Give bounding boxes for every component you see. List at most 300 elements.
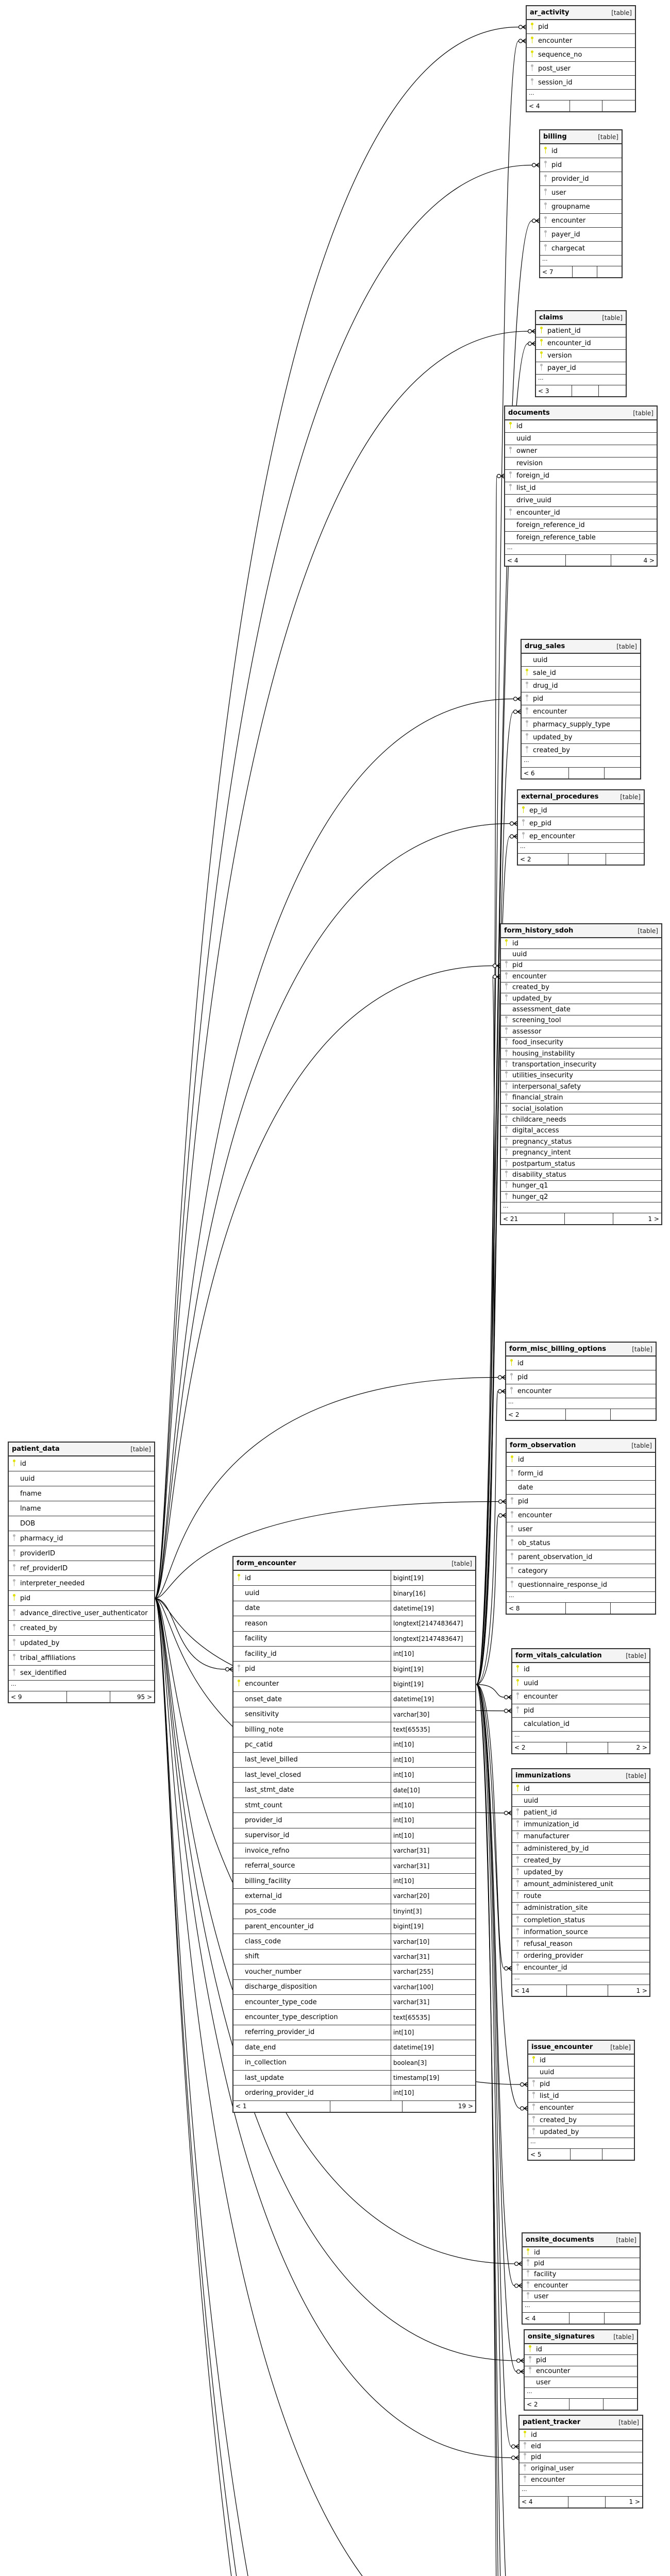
table-name[interactable]: form_misc_billing_options bbox=[509, 1345, 607, 1353]
column-row[interactable] bbox=[233, 2071, 475, 2086]
children-count[interactable]: 1 > bbox=[636, 1987, 647, 1994]
table-onsite-signatures[interactable] bbox=[524, 2329, 638, 2411]
column-row[interactable] bbox=[501, 1170, 661, 1180]
column-row[interactable] bbox=[233, 2086, 475, 2100]
parents-count[interactable]: < 14 bbox=[512, 1985, 567, 1996]
more-columns-ellipsis: ... bbox=[522, 757, 640, 768]
column-row[interactable] bbox=[505, 445, 657, 457]
column-row[interactable] bbox=[512, 1843, 649, 1855]
column-name: referring_provider_id bbox=[245, 2028, 315, 2037]
column-row[interactable] bbox=[9, 1471, 154, 1486]
column-row[interactable] bbox=[501, 1081, 661, 1092]
column-row[interactable] bbox=[9, 1666, 154, 1681]
column-row[interactable] bbox=[505, 470, 657, 482]
table-patient-tracker[interactable] bbox=[518, 2415, 643, 2509]
column-row[interactable] bbox=[523, 2269, 640, 2280]
column-row[interactable] bbox=[520, 2430, 642, 2441]
table-immunizations[interactable] bbox=[511, 1768, 650, 1997]
parents-count[interactable]: < 4 bbox=[527, 100, 570, 111]
column-row[interactable] bbox=[501, 949, 661, 960]
column-row[interactable] bbox=[522, 718, 640, 731]
column-row[interactable] bbox=[512, 1938, 649, 1950]
optional-marker bbox=[505, 1811, 508, 1815]
column-row[interactable] bbox=[233, 1632, 475, 1647]
column-row[interactable] bbox=[501, 938, 661, 949]
foreign-key-icon bbox=[525, 2356, 535, 2365]
children-count[interactable]: 2 > bbox=[636, 1744, 647, 1751]
column-row[interactable] bbox=[528, 2055, 634, 2066]
column-row[interactable] bbox=[518, 830, 644, 843]
column-row[interactable] bbox=[501, 993, 661, 1004]
column-row[interactable] bbox=[233, 1616, 475, 1631]
column-row[interactable] bbox=[507, 1550, 655, 1564]
parents-count[interactable]: < 2 bbox=[506, 1409, 566, 1420]
parents-count[interactable]: < 5 bbox=[528, 2149, 571, 2160]
column-row[interactable] bbox=[507, 1536, 655, 1550]
column-row[interactable] bbox=[233, 1662, 475, 1676]
column-type: int[10] bbox=[391, 2025, 475, 2040]
column-row[interactable] bbox=[536, 350, 626, 362]
parents-count[interactable]: < 4 bbox=[523, 2313, 569, 2324]
column-name: supervisor_id bbox=[245, 1832, 290, 1840]
column-row[interactable] bbox=[525, 2366, 637, 2377]
foreign-key-icon bbox=[505, 471, 515, 480]
table-name[interactable]: patient_data bbox=[12, 1445, 60, 1453]
column-row[interactable] bbox=[233, 1889, 475, 1904]
column-row[interactable] bbox=[540, 242, 622, 256]
column-row[interactable] bbox=[520, 2441, 642, 2452]
table-name[interactable]: form_encounter bbox=[237, 1560, 296, 1567]
children-count[interactable] bbox=[602, 100, 635, 111]
column-row[interactable] bbox=[505, 532, 657, 544]
column-row[interactable] bbox=[501, 1038, 661, 1048]
more-columns-ellipsis: ... bbox=[520, 2486, 642, 2497]
table-onsite-documents[interactable] bbox=[522, 2232, 641, 2325]
key-glyph-foreign bbox=[511, 1497, 513, 1504]
column-row[interactable] bbox=[9, 1621, 154, 1636]
column-name: discharge_disposition bbox=[245, 1983, 317, 1991]
column-row[interactable] bbox=[506, 1370, 656, 1384]
column-row[interactable] bbox=[512, 1718, 649, 1732]
table-form-encounter[interactable] bbox=[232, 1556, 476, 2113]
column-name: pid bbox=[517, 1373, 528, 1381]
column-row[interactable] bbox=[507, 1564, 655, 1578]
foreign-key-icon bbox=[505, 509, 515, 517]
column-row[interactable] bbox=[512, 1891, 649, 1903]
column-row[interactable] bbox=[536, 337, 626, 350]
footer-spacer bbox=[567, 1742, 608, 1753]
column-row[interactable] bbox=[501, 1092, 661, 1103]
column-name: encounter bbox=[540, 2104, 574, 2112]
parents-count[interactable]: < 4 bbox=[520, 2497, 568, 2507]
column-row[interactable] bbox=[520, 2463, 642, 2475]
column-row[interactable] bbox=[501, 1026, 661, 1037]
column-row[interactable] bbox=[9, 1501, 154, 1516]
table-drug-sales[interactable] bbox=[521, 639, 641, 779]
column-row[interactable] bbox=[233, 1783, 475, 1798]
column-name: digital_access bbox=[512, 1127, 559, 1135]
table-documents[interactable] bbox=[504, 405, 658, 567]
column-row[interactable] bbox=[523, 2247, 640, 2258]
column-name: manufacturer bbox=[524, 1833, 569, 1841]
parents-count[interactable]: < 7 bbox=[540, 266, 573, 277]
table-external-procedures[interactable] bbox=[517, 789, 645, 866]
table-header bbox=[523, 2233, 640, 2247]
column-row[interactable] bbox=[518, 817, 644, 830]
table-patient-data[interactable] bbox=[8, 1442, 155, 1703]
foreign-key-icon bbox=[507, 1525, 517, 1534]
table-name[interactable]: billing bbox=[543, 133, 567, 141]
column-row[interactable] bbox=[501, 1137, 661, 1147]
column-row[interactable] bbox=[512, 1663, 649, 1677]
column-row[interactable] bbox=[512, 1914, 649, 1926]
table-claims[interactable] bbox=[535, 310, 627, 397]
column-row[interactable] bbox=[512, 1819, 649, 1831]
column-row[interactable] bbox=[233, 2025, 475, 2040]
table-form-observation[interactable] bbox=[506, 1438, 656, 1615]
more-columns-ellipsis: ... bbox=[525, 2388, 637, 2399]
foreign-key-icon bbox=[501, 983, 511, 992]
optional-marker bbox=[515, 2262, 518, 2265]
table-name[interactable]: ar_activity bbox=[530, 9, 569, 16]
column-row[interactable] bbox=[507, 1522, 655, 1536]
column-row[interactable] bbox=[540, 228, 622, 242]
column-name: administered_by_id bbox=[524, 1844, 589, 1853]
table-header bbox=[507, 1439, 655, 1453]
column-row[interactable] bbox=[506, 1384, 656, 1398]
column-row[interactable] bbox=[233, 2056, 475, 2071]
parents-count[interactable]: < 2 bbox=[512, 1742, 567, 1753]
foreign-key-icon bbox=[501, 1171, 511, 1179]
column-row[interactable] bbox=[507, 1495, 655, 1509]
column-row[interactable] bbox=[527, 62, 635, 76]
children-count[interactable] bbox=[605, 768, 640, 778]
column-row[interactable] bbox=[233, 1601, 475, 1616]
primary-key-icon bbox=[536, 339, 546, 348]
column-row[interactable] bbox=[522, 667, 640, 680]
column-row[interactable] bbox=[525, 2355, 637, 2366]
column-row[interactable] bbox=[233, 1934, 475, 1949]
column-row[interactable] bbox=[522, 654, 640, 667]
column-row[interactable] bbox=[540, 144, 622, 158]
column-row[interactable] bbox=[512, 1677, 649, 1691]
parents-count[interactable]: < 4 bbox=[505, 555, 566, 566]
children-count[interactable] bbox=[597, 266, 622, 277]
children-count[interactable] bbox=[606, 854, 644, 865]
column-row[interactable] bbox=[520, 2452, 642, 2464]
column-row[interactable] bbox=[507, 1467, 655, 1481]
table-name[interactable]: patient_tracker bbox=[523, 2418, 581, 2426]
table-kind-label: [table] bbox=[598, 133, 618, 141]
column-row[interactable] bbox=[9, 1456, 154, 1471]
table-name[interactable]: drug_sales bbox=[525, 642, 565, 650]
table-header bbox=[505, 406, 657, 420]
column-row[interactable] bbox=[522, 744, 640, 757]
column-name: drug_id bbox=[533, 682, 558, 690]
column-row[interactable] bbox=[233, 2010, 475, 2025]
parents-count[interactable]: < 8 bbox=[507, 1603, 566, 1614]
column-row[interactable] bbox=[233, 1950, 475, 1964]
children-count[interactable]: 1 > bbox=[648, 1215, 659, 1223]
column-row[interactable] bbox=[522, 692, 640, 705]
table-form-history-sdoh[interactable] bbox=[500, 923, 662, 1225]
column-row[interactable] bbox=[512, 1831, 649, 1843]
table-name[interactable]: form_observation bbox=[510, 1442, 576, 1449]
column-row[interactable] bbox=[528, 2114, 634, 2126]
table-billing[interactable] bbox=[539, 129, 623, 278]
column-row[interactable] bbox=[233, 1874, 475, 1889]
column-name: foreign_reference_id bbox=[516, 521, 585, 529]
column-row[interactable] bbox=[512, 1903, 649, 1914]
column-row[interactable] bbox=[9, 1591, 154, 1606]
children-count[interactable] bbox=[602, 2149, 634, 2160]
column-row[interactable] bbox=[525, 2377, 637, 2388]
column-row[interactable] bbox=[523, 2291, 640, 2302]
parents-count[interactable]: < 6 bbox=[522, 768, 569, 778]
more-columns-ellipsis: ... bbox=[527, 90, 635, 100]
column-name: tribal_affiliations bbox=[20, 1654, 76, 1662]
column-row[interactable] bbox=[505, 482, 657, 495]
column-row[interactable] bbox=[9, 1606, 154, 1621]
column-row[interactable] bbox=[507, 1453, 655, 1467]
column-row[interactable] bbox=[233, 1722, 475, 1737]
column-row[interactable] bbox=[528, 2126, 634, 2138]
key-glyph-primary bbox=[522, 806, 525, 813]
column-row[interactable] bbox=[233, 1813, 475, 1828]
column-row[interactable] bbox=[501, 1192, 661, 1202]
column-row[interactable] bbox=[505, 507, 657, 519]
table-name[interactable]: form_history_sdoh bbox=[504, 927, 574, 935]
column-row[interactable] bbox=[9, 1636, 154, 1651]
foreign-key-icon bbox=[501, 1093, 511, 1102]
column-row[interactable] bbox=[501, 1104, 661, 1114]
column-row[interactable] bbox=[233, 1798, 475, 1813]
column-name: shift bbox=[245, 1953, 260, 1961]
column-row[interactable] bbox=[501, 1147, 661, 1158]
optional-marker bbox=[505, 1967, 508, 1970]
table-name[interactable]: form_vitals_calculation bbox=[515, 1652, 602, 1659]
column-row[interactable] bbox=[512, 1951, 649, 1962]
table-name[interactable]: documents bbox=[508, 409, 550, 417]
column-row[interactable] bbox=[520, 2475, 642, 2486]
parents-count[interactable]: < 2 bbox=[518, 854, 568, 865]
parents-count[interactable]: < 1 bbox=[233, 2101, 330, 2112]
column-row[interactable] bbox=[9, 1546, 154, 1561]
column-row[interactable] bbox=[505, 495, 657, 507]
column-row[interactable] bbox=[501, 971, 661, 982]
table-name[interactable]: onsite_signatures bbox=[528, 2333, 595, 2341]
column-row[interactable] bbox=[540, 214, 622, 228]
column-name: advance_directive_user_authenticator bbox=[20, 1609, 148, 1617]
primary-key-icon bbox=[520, 2431, 530, 2439]
table-name[interactable]: external_procedures bbox=[521, 793, 599, 801]
column-row[interactable] bbox=[522, 680, 640, 692]
column-row[interactable] bbox=[9, 1516, 154, 1531]
foreign-key-icon bbox=[540, 189, 550, 197]
parents-count[interactable]: < 9 bbox=[9, 1691, 67, 1702]
column-row[interactable] bbox=[233, 1980, 475, 1995]
table-ar-activity[interactable] bbox=[526, 5, 636, 112]
column-row[interactable] bbox=[233, 1677, 475, 1692]
children-count[interactable]: 95 > bbox=[137, 1693, 152, 1701]
column-row[interactable] bbox=[540, 172, 622, 186]
children-count[interactable] bbox=[611, 1603, 655, 1614]
column-row[interactable] bbox=[525, 2344, 637, 2355]
column-row[interactable] bbox=[540, 186, 622, 200]
column-name: reason bbox=[245, 1619, 267, 1628]
column-row[interactable] bbox=[523, 2258, 640, 2269]
column-row[interactable] bbox=[512, 1962, 649, 1974]
column-row[interactable] bbox=[233, 1647, 475, 1662]
column-type: varchar[31] bbox=[391, 1995, 475, 2009]
column-row[interactable] bbox=[501, 1181, 661, 1192]
table-form-vitals-calculation[interactable] bbox=[511, 1648, 650, 1754]
column-row[interactable] bbox=[233, 1904, 475, 1919]
column-name: sensitivity bbox=[245, 1710, 279, 1719]
column-row[interactable] bbox=[501, 982, 661, 993]
column-row[interactable] bbox=[233, 1586, 475, 1601]
children-count[interactable] bbox=[599, 385, 626, 396]
foreign-key-icon bbox=[522, 682, 532, 690]
column-row[interactable] bbox=[233, 1692, 475, 1707]
column-row[interactable] bbox=[522, 705, 640, 718]
column-row[interactable] bbox=[233, 1828, 475, 1843]
column-row[interactable] bbox=[512, 1867, 649, 1878]
column-row[interactable] bbox=[501, 960, 661, 971]
column-row[interactable] bbox=[505, 519, 657, 532]
column-row[interactable] bbox=[512, 1783, 649, 1795]
key-glyph-primary bbox=[511, 1455, 513, 1462]
children-count[interactable]: 19 > bbox=[458, 2103, 473, 2110]
column-row[interactable] bbox=[9, 1486, 154, 1501]
column-row[interactable] bbox=[9, 1531, 154, 1546]
column-row[interactable] bbox=[540, 158, 622, 172]
foreign-key-icon bbox=[501, 1082, 511, 1091]
column-row[interactable] bbox=[512, 1855, 649, 1867]
column-row[interactable] bbox=[507, 1481, 655, 1495]
column-row[interactable] bbox=[233, 1995, 475, 2010]
column-row[interactable] bbox=[540, 200, 622, 214]
column-row[interactable] bbox=[501, 1126, 661, 1137]
table-name[interactable]: immunizations bbox=[515, 1772, 571, 1780]
table-name[interactable]: claims bbox=[539, 314, 563, 321]
column-row[interactable] bbox=[505, 457, 657, 470]
column-row[interactable] bbox=[518, 804, 644, 817]
optional-marker bbox=[514, 710, 517, 714]
table-header bbox=[528, 2041, 634, 2055]
column-row[interactable] bbox=[512, 1926, 649, 1938]
relationship-edge bbox=[476, 1685, 516, 2576]
column-row[interactable] bbox=[527, 48, 635, 62]
table-name[interactable]: onsite_documents bbox=[526, 2236, 594, 2244]
parents-count[interactable]: < 3 bbox=[536, 385, 572, 396]
column-name: encounter_id bbox=[524, 1964, 567, 1972]
column-row[interactable] bbox=[233, 1571, 475, 1586]
column-row[interactable] bbox=[501, 1159, 661, 1170]
column-row[interactable] bbox=[9, 1561, 154, 1576]
children-count[interactable]: 4 > bbox=[643, 556, 655, 564]
column-row[interactable] bbox=[512, 1879, 649, 1891]
table-issue-encounter[interactable] bbox=[527, 2040, 635, 2161]
key-glyph-foreign bbox=[505, 1082, 508, 1089]
column-row[interactable] bbox=[501, 1114, 661, 1125]
children-count[interactable]: 1 > bbox=[629, 2498, 640, 2506]
column-name: invoice_refno bbox=[245, 1846, 290, 1855]
column-row[interactable] bbox=[501, 1048, 661, 1059]
primary-key-icon bbox=[505, 422, 515, 431]
children-count[interactable] bbox=[611, 1409, 656, 1420]
optional-marker bbox=[226, 1668, 229, 1671]
column-row[interactable] bbox=[506, 1357, 656, 1370]
column-row[interactable] bbox=[233, 1964, 475, 1979]
column-name: date bbox=[518, 1483, 533, 1492]
column-row[interactable] bbox=[528, 2103, 634, 2114]
column-row[interactable] bbox=[233, 1707, 475, 1722]
foreign-key-icon bbox=[501, 1049, 511, 1058]
column-row[interactable] bbox=[507, 1509, 655, 1522]
column-name: revision bbox=[516, 460, 543, 467]
column-row[interactable] bbox=[501, 1071, 661, 1081]
column-row[interactable] bbox=[528, 2078, 634, 2090]
column-name: sequence_no bbox=[538, 50, 582, 59]
column-row[interactable] bbox=[512, 1690, 649, 1704]
column-name: version bbox=[547, 352, 572, 360]
column-row[interactable] bbox=[9, 1651, 154, 1666]
children-count[interactable] bbox=[604, 2399, 637, 2410]
column-row[interactable] bbox=[507, 1578, 655, 1592]
column-row[interactable] bbox=[523, 2280, 640, 2291]
column-row[interactable] bbox=[233, 1919, 475, 1934]
column-row[interactable] bbox=[536, 362, 626, 375]
column-row[interactable] bbox=[528, 2091, 634, 2103]
column-row[interactable] bbox=[522, 731, 640, 744]
children-count[interactable] bbox=[605, 2313, 640, 2324]
column-row[interactable] bbox=[512, 1795, 649, 1807]
column-row[interactable] bbox=[501, 1059, 661, 1070]
column-row[interactable] bbox=[233, 1737, 475, 1752]
column-row[interactable] bbox=[528, 2066, 634, 2078]
column-row[interactable] bbox=[512, 1704, 649, 1718]
foreign-key-icon bbox=[540, 216, 550, 225]
column-row[interactable] bbox=[527, 76, 635, 90]
column-row[interactable] bbox=[9, 1576, 154, 1591]
table-kind-label: [table] bbox=[602, 314, 623, 321]
column-row[interactable] bbox=[501, 1015, 661, 1026]
column-row[interactable] bbox=[233, 1768, 475, 1783]
column-row[interactable] bbox=[527, 34, 635, 48]
parents-count[interactable]: < 21 bbox=[501, 1213, 565, 1224]
column-row[interactable] bbox=[233, 1858, 475, 1873]
column-row[interactable] bbox=[505, 420, 657, 433]
column-row[interactable] bbox=[512, 1807, 649, 1819]
column-name: pc_catid bbox=[245, 1740, 273, 1749]
column-row[interactable] bbox=[536, 325, 626, 337]
column-name: uuid bbox=[245, 1589, 260, 1598]
column-row[interactable] bbox=[233, 1843, 475, 1858]
column-row[interactable] bbox=[527, 20, 635, 34]
key-glyph-foreign bbox=[516, 1820, 519, 1827]
foreign-key-icon bbox=[512, 1844, 523, 1853]
column-row[interactable] bbox=[501, 1004, 661, 1015]
column-row[interactable] bbox=[505, 433, 657, 445]
column-row[interactable] bbox=[233, 1753, 475, 1768]
table-name[interactable]: issue_encounter bbox=[531, 2043, 593, 2051]
column-name: id bbox=[518, 1455, 524, 1464]
foreign-key-icon bbox=[505, 447, 515, 455]
column-row[interactable] bbox=[233, 2040, 475, 2055]
table-form-misc-billing-options[interactable] bbox=[505, 1342, 657, 1421]
parents-count[interactable]: < 2 bbox=[525, 2399, 569, 2410]
